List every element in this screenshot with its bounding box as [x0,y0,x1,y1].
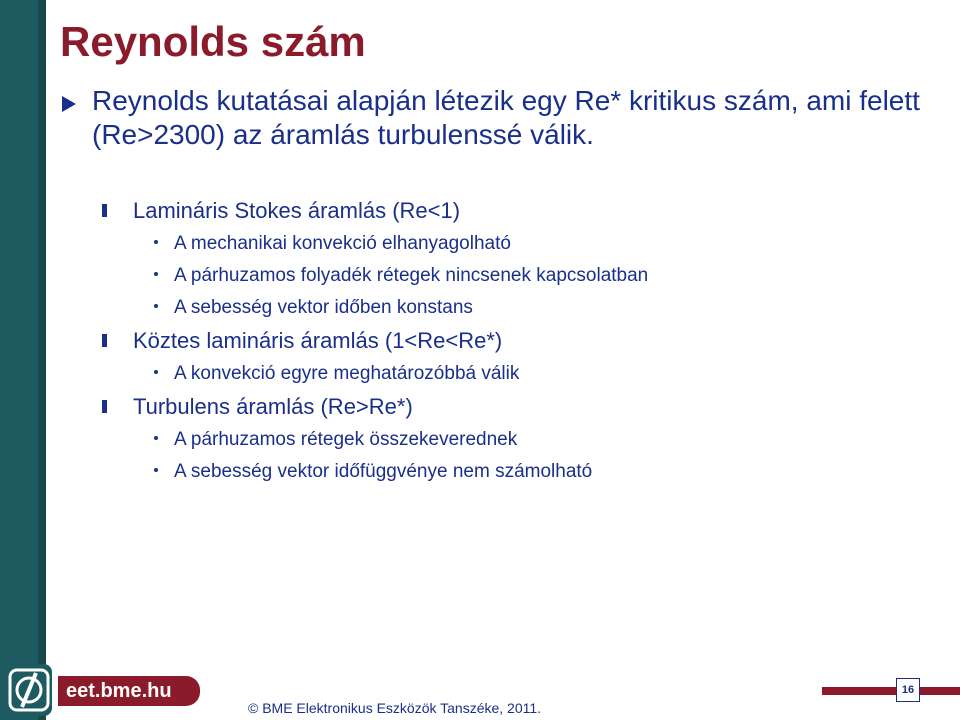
intro-text: Reynolds kutatásai alapján létezik egy Re* kritikus szám, ami felett (Re>2300) az áramlás turbulenssé válik. [92,85,920,150]
square-bullet-icon [102,334,107,347]
list-item [100,260,940,292]
list-item-text: A párhuzamos folyadék rétegek nincsenek kapcsolatban [174,265,649,286]
left-sidebar-stripe [38,0,46,720]
footer-divider-right [920,687,960,695]
list-item-text: A párhuzamos rétegek összekeverednek [174,429,518,450]
section-heading [100,324,940,358]
list-item-text: A mechanikai konvekció elhanyagolható [174,233,511,254]
bullet-list [100,194,940,488]
department-logo-icon [6,664,52,716]
section-heading [100,390,940,424]
dot-bullet-icon [154,240,158,244]
dot-bullet-icon [154,468,158,472]
list-item [100,292,940,324]
footer-divider [822,687,896,695]
square-bullet-icon [102,204,107,217]
arrow-bullet-icon [62,96,76,112]
list-item-text: A sebesség vektor időben konstans [174,297,473,318]
section-heading-text: Lamináris Stokes áramlás (Re<1) [133,198,461,223]
list-item [100,358,940,390]
dot-bullet-icon [154,304,158,308]
section-heading-text: Turbulens áramlás (Re>Re*) [133,394,413,419]
list-item [100,456,940,488]
list-item [100,228,940,260]
slide-title: Reynolds szám [60,18,366,65]
section-heading-text: Köztes lamináris áramlás (1<Re<Re*) [133,328,503,353]
dot-bullet-icon [154,436,158,440]
square-bullet-icon [102,400,107,413]
section-heading [100,194,940,228]
page-number: 16 [896,678,920,702]
list-item-text: A konvekció egyre meghatározóbbá válik [174,363,520,384]
footer-brand-link[interactable]: eet.bme.hu [58,676,200,706]
dot-bullet-icon [154,370,158,374]
intro-bullet [62,84,942,152]
list-item-text: A sebesség vektor időfüggvénye nem számolható [174,461,593,482]
footer-copyright: © BME Elektronikus Eszközök Tanszéke, 2011. [248,700,542,716]
list-item [100,424,940,456]
dot-bullet-icon [154,272,158,276]
